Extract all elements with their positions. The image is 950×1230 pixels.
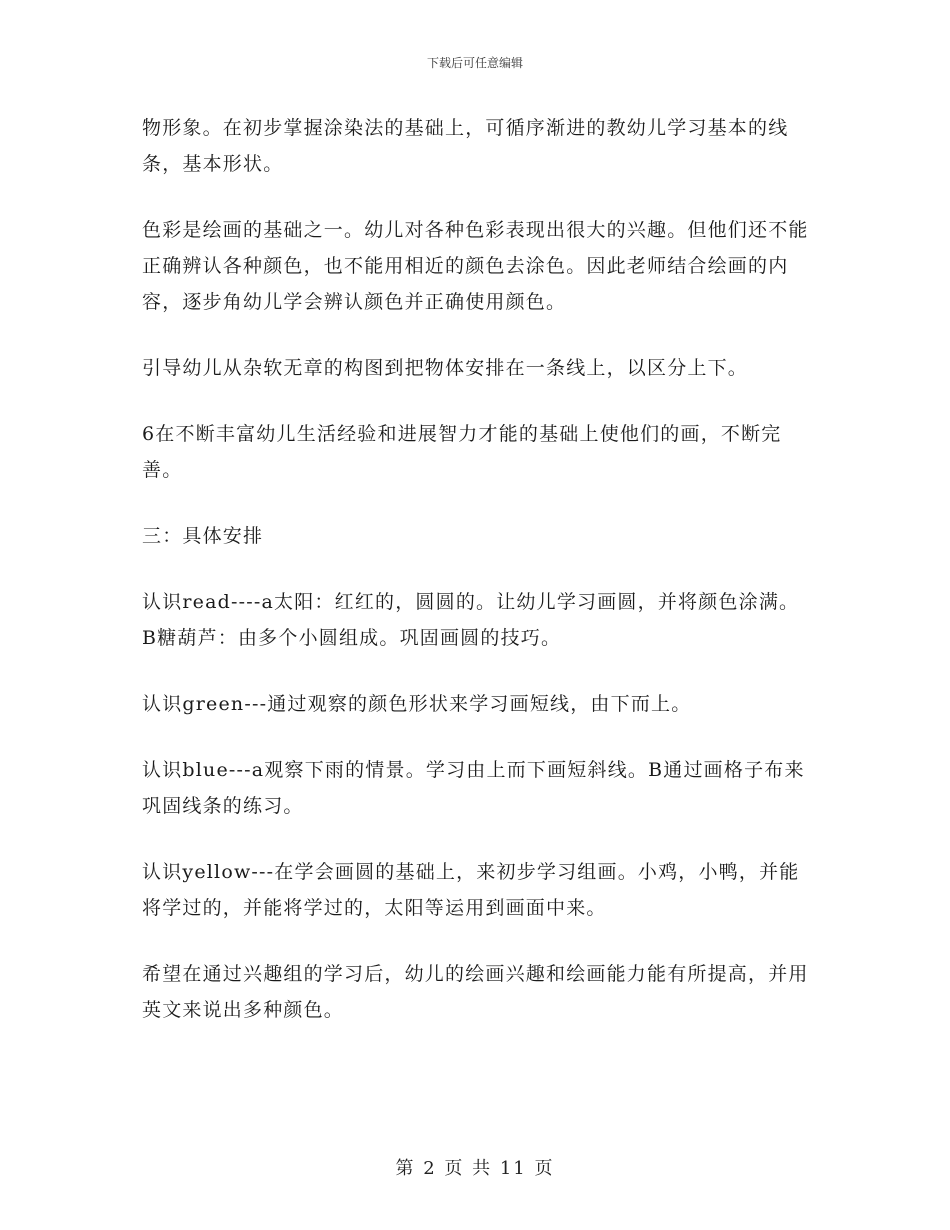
paragraph: 认识read----a太阳：红红的，圆圆的。让幼儿学习画圆，并将颜色涂满。B糖葫芦：由多个小圆组成。巩固画圆的技巧。 [142, 591, 800, 649]
page-header: 下载后可任意编辑 [426, 56, 523, 70]
paragraph: 认识blue---a观察下雨的情景。学习由上而下画短斜线。B通过画格子布来巩固线条的练习。 [142, 759, 805, 817]
section-heading: 三：具体安排 [142, 525, 264, 547]
paragraph: 希望在通过兴趣组的学习后，幼儿的绘画兴趣和绘画能力能有所提高，并用英文来说出多种颜色。 [142, 963, 809, 1021]
page-footer: 第 2 页 共 11 页 [395, 1158, 555, 1179]
paragraph: 引导幼儿从杂软无章的构图到把物体安排在一条线上，以区分上下。 [142, 357, 749, 379]
paragraph: 认识green---通过观察的颜色形状来学习画短线，由下而上。 [142, 693, 692, 715]
paragraph: 物形象。在初步掌握涂染法的基础上，可循序渐进的教幼儿学习基本的线条，基本形状。 [142, 117, 789, 175]
document-body [142, 110, 812, 1058]
paragraph: 6在不断丰富幼儿生活经验和进展智力才能的基础上使他们的画，不断完善。 [142, 423, 782, 481]
paragraph: 色彩是绘画的基础之一。幼儿对各种色彩表现出很大的兴趣。但他们还不能正确辨认各种颜色，也不能用相近的颜色去涂色。因此老师结合绘画的内容，逐步角幼儿学会辨认颜色并正确使用颜色。 [142, 219, 809, 313]
paragraph: 认识yellow---在学会画圆的基础上，来初步学习组画。小鸡，小鸭，并能将学过的，并能将学过的，太阳等运用到画面中来。 [142, 861, 800, 919]
